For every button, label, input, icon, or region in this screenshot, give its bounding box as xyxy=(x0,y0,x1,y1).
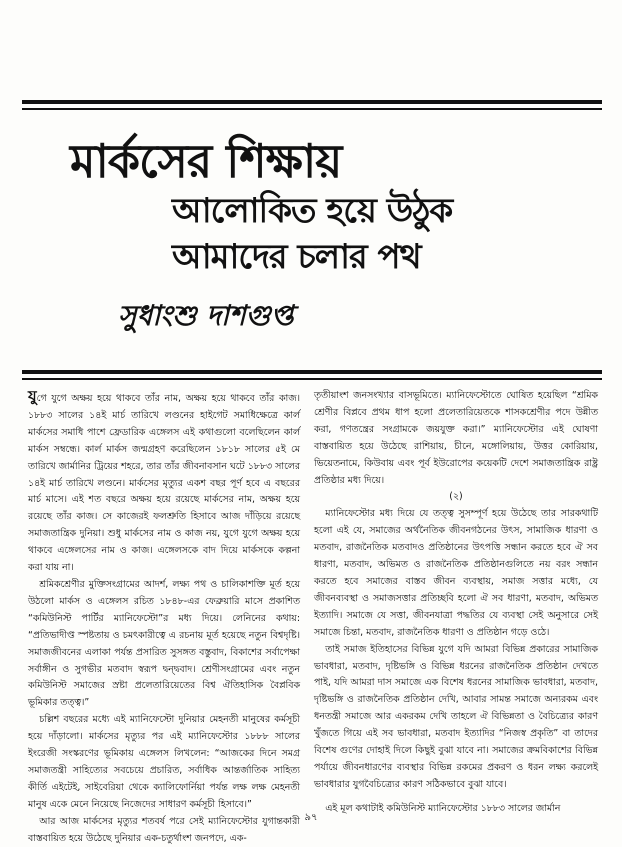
title-line-2: আলোকিত হয়ে উঠুক xyxy=(172,191,453,231)
right-paragraph-2: ম্যানিফেস্টোর মধ্য দিয়ে যে তত্ত্ব সুসম্পূর্ণ হয়ে উঠেছে তার সারকথাটি হলো এই যে, সমাজের অর্থনৈতিক জীবনগঠনের উৎস, সামাজিক ধারণা ও মতবাদ, রাজনৈতিক মতবাদও প্রতিষ্ঠানের উৎপত্তি সন্ধান করতে হবে ঐ সব ধারণা, মতবাদ, অভিমত ও রাজনৈতিক প্রতিষ্ঠানগুলিতে নয় বরং সন্ধান করতে হবে সমাজের বাস্তব জীবন ব্যবস্থায়, সমাজ সত্তার মধ্যে, যে জীবনব্যবস্থা ও সমাজসত্তার প্রতিচ্ছবি হলো ঐ সব ধারণা, মতবাদ, অভিমত ইত্যাদি। সমাজে যে সত্তা, জীবনযাত্রা পদ্ধতির যে ব্যবস্থা সেই অনুসারে সেই সমাজে চিন্তা, মতবাদ, রাজনৈতিক ধারণা ও প্রতিষ্ঠান গড়ে ওঠে। xyxy=(314,508,598,638)
right-column xyxy=(314,388,598,814)
middle-rule-thick xyxy=(22,370,602,374)
right-paragraph-4: এই মূল কথাটাই কমিউনিস্ট ম্যানিফেস্টোর ১৮৮৩ সালের জার্মান xyxy=(325,802,561,814)
author-name: সুধাংশু দাশগুপ্ত xyxy=(118,299,294,332)
right-paragraph-1: তৃতীয়াংশ জনসংখ্যার বাসভূমিতে। ম্যানিফেস্টোতে ঘোষিত হয়েছিল “শ্রমিক শ্রেণীর বিপ্লবে প্রথম ধাপ হলো প্রলেতারিয়েতকে শাসকশ্রেণীর পদে উন্নীত করা, গণতন্ত্রের সংগ্রামকে জয়যুক্ত করা।” ম্যানিফেস্টোর এই ঘোষণা বাস্তবায়িত হয়ে উঠেছে রাশিয়ায়, চীনে, মঙ্গোলিয়ায়, উত্তর কোরিয়ায়, ভিয়েতনামে, কিউবায় এবং পূর্ব ইউরোপের কয়েকটি দেশে সমাজতান্ত্রিক রাষ্ট্র প্রতিষ্ঠার মধ্য দিয়ে। xyxy=(314,390,598,486)
left-paragraph-2: শ্রমিকশ্রেণীর মুক্তিসংগ্রামের আদর্শ, লক্ষ্য পথ ও চালিকাশক্তি মূর্ত হয়ে উঠলো মার্কস ও এঙ্গেলস রচিত ১৮৪৮-এর ফেব্রুয়ারি মাসে প্রকাশিত “কমিউনিস্ট পার্টির ম্যানিফেস্টো”র মধ্য দিয়ে। লেনিনের কথায়: “প্রতিভাদীপ্ত স্পষ্টতায় ও চমৎকারীত্বে এ রচনায় মূর্ত হয়েছে নতুন বিশ্বদৃষ্টি। সমাজজীবনের এলাকা পর্যন্ত প্রসারিত সুসঙ্গত বস্তুবাদ, বিকাশের সর্বাপেক্ষা সর্বাঙ্গীন ও সুগভীর মতবাদ স্বরূপ দ্বন্দ্ববাদ। শ্রেণীসংগ্রামের এবং নতুন কমিউনিস্ট সমাজের স্রষ্টা প্রলেতারিয়েতের বিশ্ব ঐতিহাসিক বৈপ্লবিক ভূমিকার তত্ত্ব।” xyxy=(28,578,300,709)
left-paragraph-4: আর আজ মার্কসের মৃত্যুর শতবর্ষ পরে সেই ম্যানিফেস্টোর যুগান্তকারী বাস্তবায়িত হয়ে উঠেছে দুনিয়ার এক-চতুর্থাংশ জনপদে, এক- xyxy=(28,815,300,844)
drop-cap: যু xyxy=(28,387,37,405)
left-column xyxy=(28,387,300,844)
title-line-3: আমাদের চলার পথ xyxy=(172,237,421,277)
top-rule-thin xyxy=(22,108,602,110)
left-paragraph-1: যুগে যুগে অক্ষয় হয়ে থাকবে তাঁর নাম, অক্ষয় হয়ে থাকবে তাঁর কাজ। ১৮৮৩ সালের ১৪ই মার্চ তারিখে লণ্ডনের হাইগেট সমাধিক্ষেত্রে কার্ল মার্কসের সমাধি পাশে ফ্রেডারিক এঙ্গেলস এই কথাগুলো বলেছিলেন কার্ল মার্কস সম্বন্ধে। কার্ল মার্কস জন্মগ্রহণ করেছিলেন ১৮১৮ সালের ৫ই মে তারিখে জার্মানির ট্রিয়ের শহরে, তার তাঁর জীবনাবসান ঘটে ১৮৮৩ সালের ১৪ই মার্চ তারিখে লণ্ডনে। মার্কসের মৃত্যুর একশ বছর পূর্ণ হবে এ বছরের মার্চ মাসে। এই শত বছরে অক্ষয় হয়ে রয়েছে মার্কসের নাম, অক্ষয় হয়ে রয়েছে তাঁর কাজ। সে কাজেরই ফলশ্রুতি হিসাবে আজ দাঁড়িয়ে রয়েছে সমাজতান্ত্রিক দুনিয়া। শুধু মার্কসের নাম ও কাজ নয়, যুগে যুগে অক্ষয় হয়ে থাকবে এঙ্গেলসের নাম ও কাজ। এঙ্গেলসকে বাদ দিয়ে মার্কসকে কল্পনা করা যায় না। xyxy=(28,387,300,574)
top-rule-thick xyxy=(22,100,602,104)
section-number: (২) xyxy=(449,491,463,503)
right-paragraph-3: তাই সমাজ ইতিহাসের বিভিন্ন যুগে যদি আমরা বিভিন্ন প্রকারের সামাজিক ভাবধারা, মতবাদ, দৃষ্টিভঙ্গি ও বিভিন্ন ধরনের রাজনৈতিক প্রতিষ্ঠান দেখতে পাই, যদি আমরা দাস সমাজে এক বিশেষ ধরনের সামাজিক ভাবধারা, মতবাদ, দৃষ্টিভঙ্গি ও রাজনৈতিক প্রতিষ্ঠান দেখি, আবার সামন্ত সমাজে অন্যরকম এবং ধনতন্ত্রী সমাজে আর একরকম দেখি তাহলে ঐ বিভিন্নতা ও বৈচিত্র্যের কারণ খুঁজতে গিয়ে এই সব ভাবধারা, মতবাদ ইত্যাদির “নিজস্ব প্রকৃতি” বা তাদের বিশেষ গুণের দোহাই দিলে কিছুই বুঝা যাবে না। সমাজের ক্রমবিকাশের বিভিন্ন পর্যায়ে জীবনধারণের ব্যবস্থার বিভিন্ন রকমের প্রকরণ ও ধরন লক্ষ্য করলেই ভাবধারার যুগবৈচিত্র্যের কারণ সঠিকভাবে বুঝা যাবে। xyxy=(314,643,598,790)
title-line-1: মার্কসের শিক্ষায় xyxy=(70,134,342,188)
middle-rule-thin xyxy=(22,378,602,380)
page-number: ৯৭ xyxy=(304,812,318,823)
left-paragraph-3: চল্লিশ বছরের মধ্যে এই ম্যানিফেস্টো দুনিয়ার মেহনতী মানুষের কর্মসূচী হয়ে দাঁড়ালো। মার্কসের মৃত্যুর পর এই ম্যানিফেস্টোর ১৮৮৮ সালের ইংরেজী সংস্করণের ভূমিকায় এঙ্গেলস লিখলেন: “আজকের দিনে সমগ্র সমাজতন্ত্রী সাহিত্যের সবচেয়ে প্রচারিত, সর্বাধিক আন্তর্জাতিক সাহিত্য কীর্তি এইটেই, সাইবেরিয়া থেকে ক্যালিফোর্নিয়া পর্যন্ত লক্ষ লক্ষ মেহনতী মানুষ একে মেনে নিয়েছে নিজেদের সাধারণ কর্মসূচী হিসাবে।” xyxy=(28,714,300,810)
